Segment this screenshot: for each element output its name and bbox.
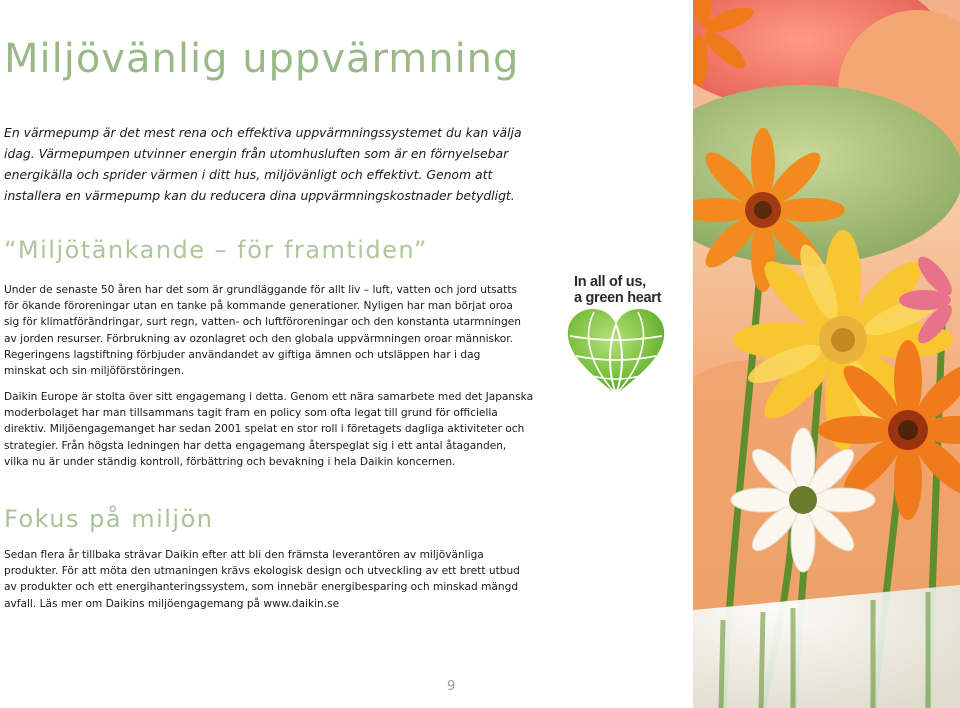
logo-line-1: In all of us, bbox=[574, 274, 646, 290]
logo-line-2: a green heart bbox=[574, 290, 662, 306]
section-heading: Fokus på miljön bbox=[4, 505, 214, 533]
focus-paragraph: Sedan flera år tillbaka strävar Daikin efter att bli den främsta leverantören av miljövänliga produkter. För att möta den utmaningen krävs ekologisk design och utveckling av ett brett utbud av produkter och ett energihanteringssystem, som innebär energibesparing och minskad mängd avfall. Läs mer om Daikins miljöengagemang på www.daikin.se bbox=[4, 549, 520, 610]
daikin-paragraph: Daikin Europe är stolta över sitt engagemang i detta. Genom ett nära samarbete med det Japanska moderbolaget har man tillsammans tagit fram en policy som ofta legat till grund för officiella direktiv. Miljöengagemanget har sedan 2001 spelat en stor roll i företagets dagliga aktiviteter och strategier. Från högsta ledningen har detta engagemang återspeglat sig i ett antal åtaganden, vilka nu är under ständig kontroll, förbättring och bevakning i hela Daikin koncernen. bbox=[4, 391, 534, 468]
environment-paragraph: Under de senaste 50 åren har det som är grundläggande för allt liv – luft, vatten och jord utsatts för ökande föroreningar utan en tanke på kommande generationer. Nyligen har man börjat oroa sig för klimatförändringar, surt regn, vatten- och luftföroreningar och den konstanta utarmningen av jorden resurser. Förbrukning av ozonlagret och den globala uppvärmningen oroar människor. Regeringens lagstiftning förbjuder användandet av giftiga ämnen och utsläppen har i dag minskat och sin miljöförstöringen. bbox=[4, 284, 521, 378]
flower-photo bbox=[693, 0, 960, 708]
flower-illustration bbox=[693, 0, 960, 708]
intro-paragraph: En värmepump är det mest rena och effektiva uppvärmningssystemet du kan välja idag. Värmepumpen utvinner energin från utomhusluften som är en förnyelsebar energikälla och sprider värmen i ditt hus, miljövänligt och effektivt. Genom att installera en värmepump kan du reducera dina uppvärmningskostnader betydligt. bbox=[4, 125, 522, 203]
green-heart-globe-icon bbox=[564, 306, 668, 396]
page-title: Miljövänlig uppvärmning bbox=[4, 36, 520, 82]
page-number: 9 bbox=[447, 679, 456, 694]
logo-text bbox=[574, 274, 674, 306]
green-heart-logo bbox=[562, 274, 672, 398]
quote-heading: “Miljötänkande – för framtiden” bbox=[4, 236, 428, 264]
